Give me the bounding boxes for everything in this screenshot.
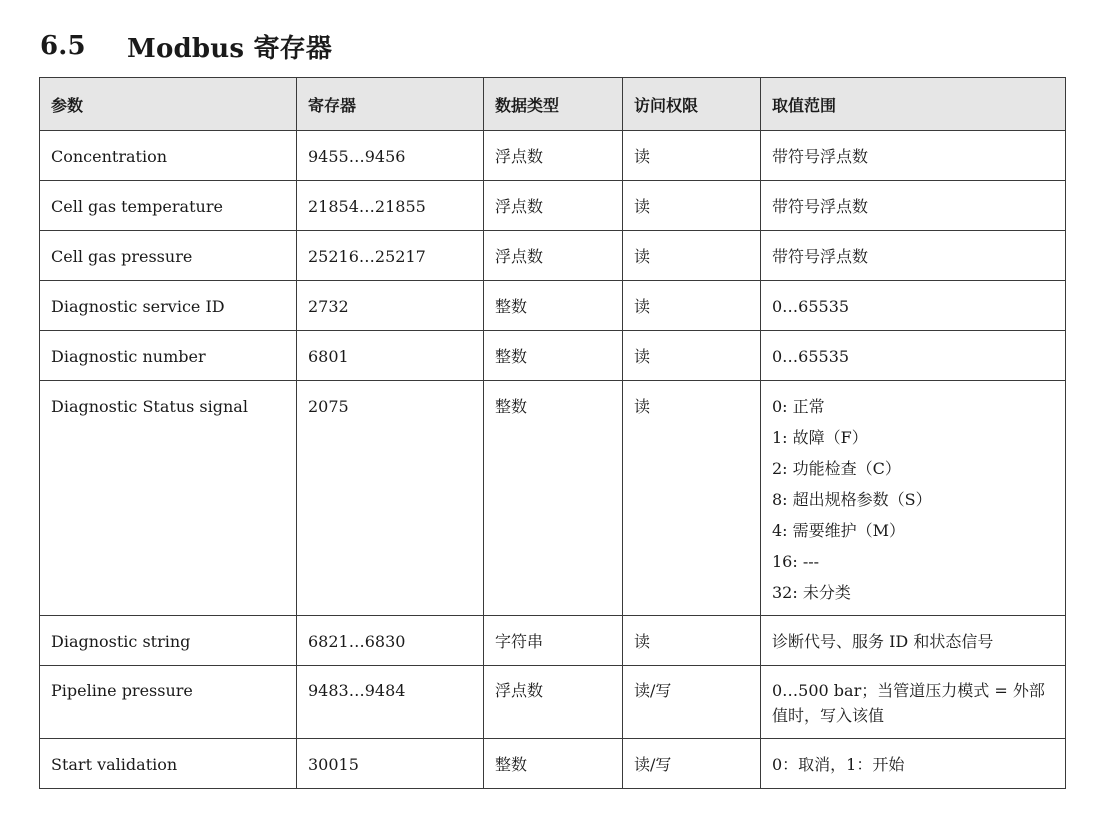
cell-register: 2075 (297, 381, 484, 616)
cell-access: 读 (623, 181, 761, 231)
cell-data-type: 字符串 (484, 616, 623, 666)
header-register: 寄存器 (297, 78, 484, 131)
cell-data-type: 整数 (484, 381, 623, 616)
header-access: 访问权限 (623, 78, 761, 131)
cell-range: 0…65535 (761, 331, 1066, 381)
cell-register: 9483…9484 (297, 666, 484, 739)
cell-range: 带符号浮点数 (761, 131, 1066, 181)
section-title: Modbus 寄存器 (127, 33, 333, 64)
cell-data-type: 浮点数 (484, 231, 623, 281)
cell-range: 0…65535 (761, 281, 1066, 331)
cell-parameter: Diagnostic string (40, 616, 297, 666)
table-header-row (40, 78, 1066, 131)
cell-data-type: 整数 (484, 331, 623, 381)
cell-data-type: 整数 (484, 739, 623, 789)
cell-access: 读/写 (623, 739, 761, 789)
status-code-line: 0: 正常 (772, 397, 825, 416)
cell-access: 读 (623, 281, 761, 331)
cell-register: 21854…21855 (297, 181, 484, 231)
table-row (40, 616, 1066, 666)
table-row (40, 181, 1066, 231)
header-data-type: 数据类型 (484, 78, 623, 131)
cell-access: 读 (623, 331, 761, 381)
status-code-line: 8: 超出规格参数（S） (772, 490, 932, 509)
cell-access: 读 (623, 616, 761, 666)
status-code-line: 4: 需要维护（M） (772, 521, 906, 540)
cell-access: 读 (623, 131, 761, 181)
table-row (40, 739, 1066, 789)
cell-parameter: Cell gas pressure (40, 231, 297, 281)
cell-register: 25216…25217 (297, 231, 484, 281)
cell-parameter: Diagnostic number (40, 331, 297, 381)
status-code-line: 32: 未分类 (772, 583, 851, 602)
modbus-register-table (39, 77, 1066, 789)
table-row (40, 331, 1066, 381)
cell-data-type: 浮点数 (484, 181, 623, 231)
table-row (40, 281, 1066, 331)
cell-range: 0：取消，1：开始 (761, 739, 1066, 789)
cell-register: 6801 (297, 331, 484, 381)
header-range: 取值范围 (761, 78, 1066, 131)
section-heading (40, 26, 332, 66)
cell-register: 2732 (297, 281, 484, 331)
status-code-line: 2: 功能检查（C） (772, 459, 901, 478)
cell-parameter: Start validation (40, 739, 297, 789)
table-row (40, 666, 1066, 739)
section-number: 6.5 (40, 31, 86, 61)
table-row (40, 381, 1066, 616)
cell-range: 诊断代号、服务 ID 和状态信号 (761, 616, 1066, 666)
cell-access: 读 (623, 381, 761, 616)
cell-range: 带符号浮点数 (761, 181, 1066, 231)
status-code-line: 1: 故障（F） (772, 428, 868, 447)
cell-register: 30015 (297, 739, 484, 789)
cell-parameter: Pipeline pressure (40, 666, 297, 739)
cell-register: 9455…9456 (297, 131, 484, 181)
cell-range: 0…500 bar；当管道压力模式 = 外部值时，写入该值 (761, 666, 1066, 739)
cell-data-type: 整数 (484, 281, 623, 331)
cell-parameter: Concentration (40, 131, 297, 181)
header-parameter: 参数 (40, 78, 297, 131)
cell-access: 读 (623, 231, 761, 281)
cell-parameter: Diagnostic Status signal (40, 381, 297, 616)
cell-range: 带符号浮点数 (761, 231, 1066, 281)
cell-register: 6821…6830 (297, 616, 484, 666)
status-code-line: 16: --- (772, 552, 820, 571)
table-row (40, 131, 1066, 181)
cell-range-status-list (761, 381, 1066, 616)
cell-parameter: Diagnostic service ID (40, 281, 297, 331)
table-row (40, 231, 1066, 281)
cell-access: 读/写 (623, 666, 761, 739)
cell-data-type: 浮点数 (484, 131, 623, 181)
cell-parameter: Cell gas temperature (40, 181, 297, 231)
cell-data-type: 浮点数 (484, 666, 623, 739)
